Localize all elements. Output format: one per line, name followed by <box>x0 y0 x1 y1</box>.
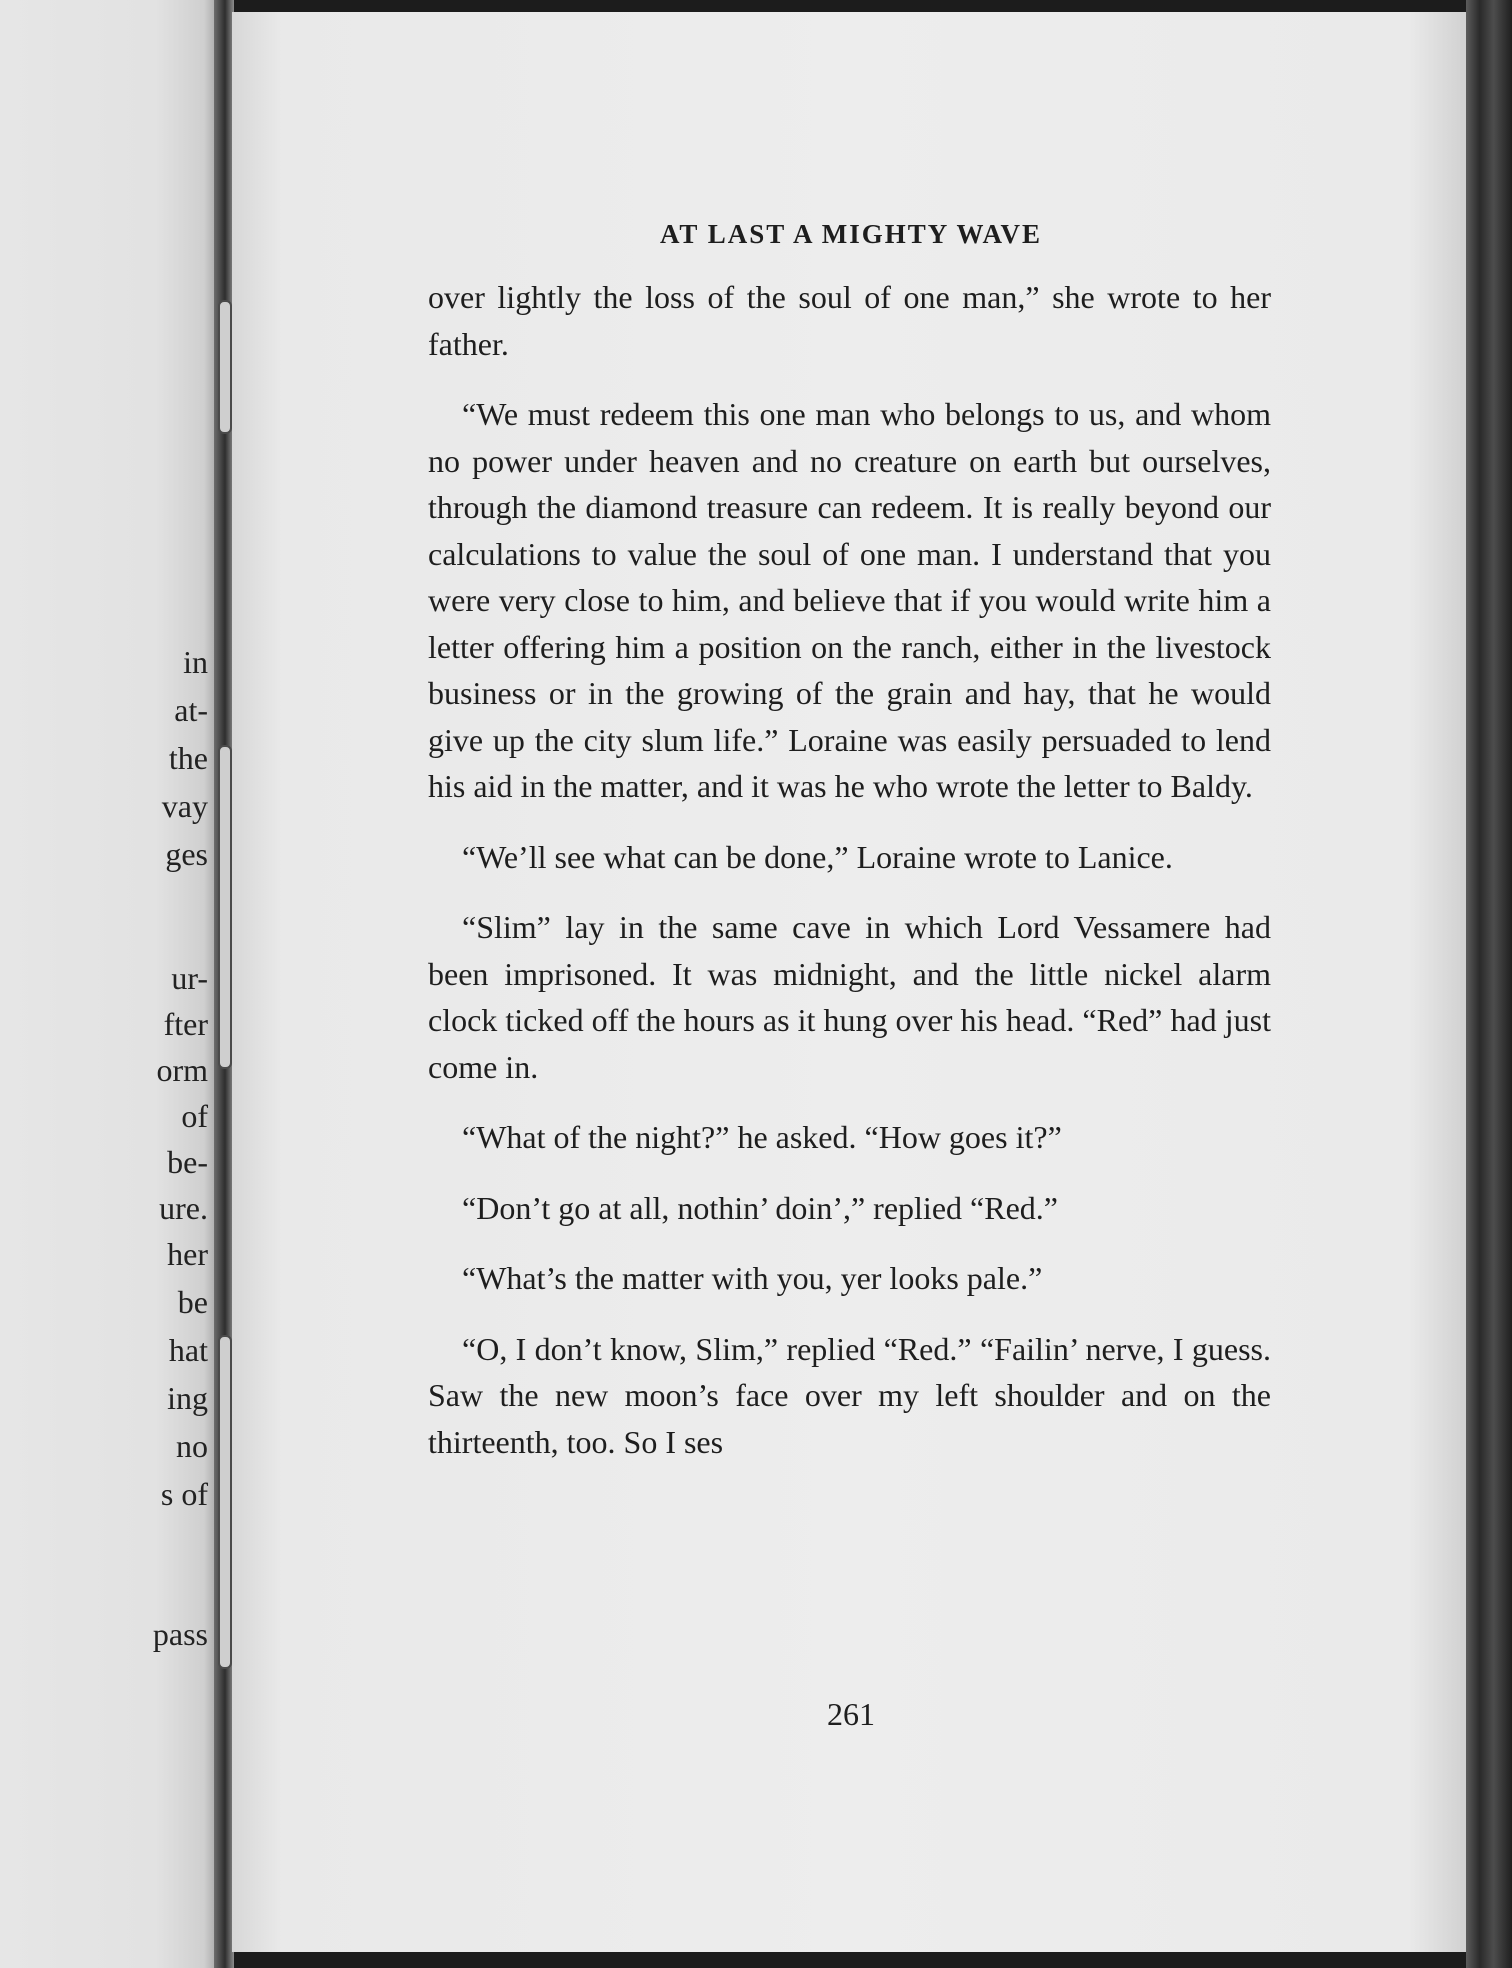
left-page-fragment: be- <box>167 1144 208 1180</box>
paragraph: “What’s the matter with you, yer looks pale.” <box>462 1260 1043 1296</box>
paragraph: “What of the night?” he asked. “How goes it?” <box>462 1119 1062 1155</box>
binding-stitch <box>218 300 232 434</box>
left-page-fragment: fter <box>163 1006 208 1042</box>
left-page-fragment: at- <box>174 692 208 728</box>
body-text <box>428 274 1271 1489</box>
left-page-fragment: ing <box>167 1380 208 1416</box>
left-page-fragment: in <box>183 644 208 680</box>
left-page-fragment: ur- <box>171 960 208 996</box>
paragraph: “We’ll see what can be done,” Loraine wrote to Lanice. <box>462 838 1173 875</box>
left-page-fragment: pass <box>152 1616 208 1652</box>
paragraph: “Don’t go at all, nothin’ doin’,” replied “Red.” <box>462 1189 1058 1226</box>
paragraph: “Slim” lay in the same cave in which Lord Vessamere had been imprisoned. It was midnight, and the little nickel alarm clock ticked off the hours as it hung over his head. “Red” had just come in. <box>428 909 1271 1085</box>
left-page-fragment: ure. <box>159 1190 208 1226</box>
binding-stitch <box>218 1335 232 1669</box>
left-page-fragment: her <box>167 1236 208 1272</box>
paragraph: “O, I don’t know, Slim,” replied “Red.” “Failin’ nerve, I guess. Saw the new moon’s face over my left shoulder and on the thirteenth, too. So I ses <box>428 1330 1271 1460</box>
left-page-fragment: hat <box>168 1332 208 1368</box>
left-page-fragment: the <box>168 740 208 776</box>
left-page-fragment: vay <box>161 788 208 824</box>
running-head: AT LAST A MIGHTY WAVE <box>659 219 1043 249</box>
page-edge-stack <box>1466 0 1512 1968</box>
paragraph: over lightly the loss of the soul of one man,” she wrote to her father. <box>428 279 1271 362</box>
left-page-fragment: orm <box>156 1052 208 1088</box>
left-page-fragment: be <box>177 1284 208 1320</box>
left-facing-page <box>0 0 222 1968</box>
page-number: 261 <box>827 1696 875 1732</box>
left-page-fragment: s of <box>160 1476 208 1512</box>
left-page-fragment: ges <box>165 836 208 872</box>
binding-stitch <box>218 745 232 1069</box>
paragraph: “We must redeem this one man who belongs to us, and whom no power under heaven and no creature on earth but ourselves, through the diamond treasure can redeem. It is really beyond our calculations to value the soul of one man. I understand that you were very close to him, and believe that if you would write him a letter offering him a position on the ranch, either in the livestock business or in the growing of the grain and hay, that he would give up the city slum life.” Loraine was easily persuaded to lend his aid in the matter, and it was he who wrote the letter to Baldy. <box>428 396 1271 804</box>
left-page-fragment: no <box>176 1428 208 1464</box>
book-page <box>232 12 1470 1952</box>
left-page-fragment: of <box>181 1098 208 1134</box>
